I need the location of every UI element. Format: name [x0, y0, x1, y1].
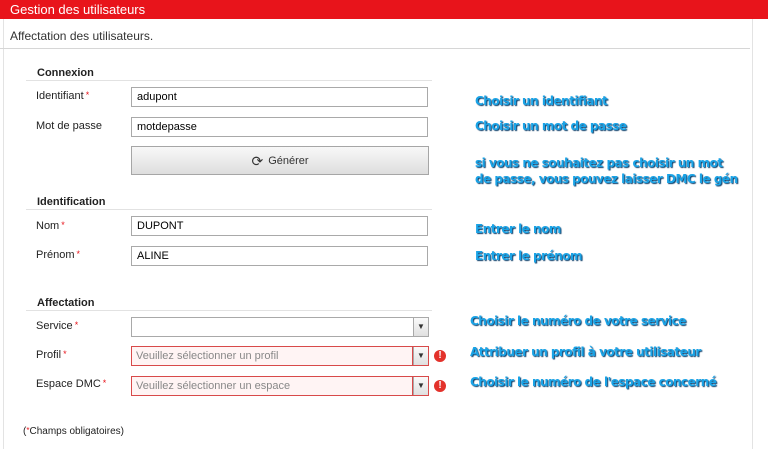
required-marker: *: [85, 90, 90, 100]
password-label: Mot de passe: [36, 120, 103, 132]
hint-prenom: Entrer le prénom: [475, 249, 582, 263]
profil-select[interactable]: [131, 346, 429, 366]
profil-select-placeholder: Veuillez sélectionner un profil: [132, 347, 413, 365]
generate-button-label: Générer: [268, 154, 309, 167]
hint-generate-line1: si vous ne souhaitez pas choisir un mot: [475, 156, 723, 170]
espace-select-placeholder: Veuillez sélectionner un espace: [132, 377, 413, 395]
identifiant-input[interactable]: [131, 87, 428, 107]
required-footnote: (*Champs obligatoires): [23, 426, 124, 437]
section-title-identification: Identification: [37, 196, 106, 208]
required-marker: *: [63, 349, 67, 359]
required-marker: *: [74, 320, 79, 330]
required-marker: *: [102, 378, 107, 388]
section-title-connexion: Connexion: [37, 67, 94, 79]
chevron-down-icon[interactable]: ▼: [413, 347, 428, 365]
hint-service: Choisir le numéro de votre service: [470, 314, 686, 328]
chevron-down-icon[interactable]: ▼: [413, 318, 428, 336]
hint-espace: Choisir le numéro de l'espace concerné: [470, 375, 717, 389]
error-icon: !: [434, 350, 446, 362]
espace-select[interactable]: [131, 376, 429, 396]
section-divider: [26, 209, 432, 210]
hint-profil: Attribuer un profil à votre utilisateur: [470, 345, 701, 359]
error-icon: !: [434, 380, 446, 392]
section-divider: [26, 310, 432, 311]
prenom-input[interactable]: [131, 246, 428, 266]
section-title-affectation: Affectation: [37, 297, 95, 309]
hint-generate-line2: de passe, vous pouvez laisser DMC le gén: [475, 172, 738, 186]
page-subtitle: Affectation des utilisateurs.: [0, 27, 750, 49]
refresh-icon: ⟳: [251, 152, 264, 169]
hint-identifiant: Choisir un identifiant: [475, 94, 608, 108]
service-select-value: [132, 318, 413, 336]
chevron-down-icon[interactable]: ▼: [413, 377, 428, 395]
section-divider: [26, 80, 432, 81]
password-input[interactable]: [131, 117, 428, 137]
profil-label: Profil *: [36, 349, 67, 361]
hint-password: Choisir un mot de passe: [475, 119, 627, 133]
nom-input[interactable]: [131, 216, 428, 236]
hint-nom: Entrer le nom: [475, 222, 561, 236]
required-marker: *: [76, 249, 81, 259]
required-marker: *: [61, 220, 65, 230]
nom-label: Nom *: [36, 220, 65, 232]
generate-password-button[interactable]: [131, 146, 429, 175]
service-select[interactable]: [131, 317, 429, 337]
prenom-label: Prénom *: [36, 249, 81, 261]
espace-label: Espace DMC *: [36, 378, 107, 390]
identifiant-label: Identifiant *: [36, 90, 90, 102]
window-title-bar: [0, 0, 768, 19]
service-label: Service *: [36, 320, 79, 332]
window-title: Gestion des utilisateurs: [10, 2, 146, 17]
